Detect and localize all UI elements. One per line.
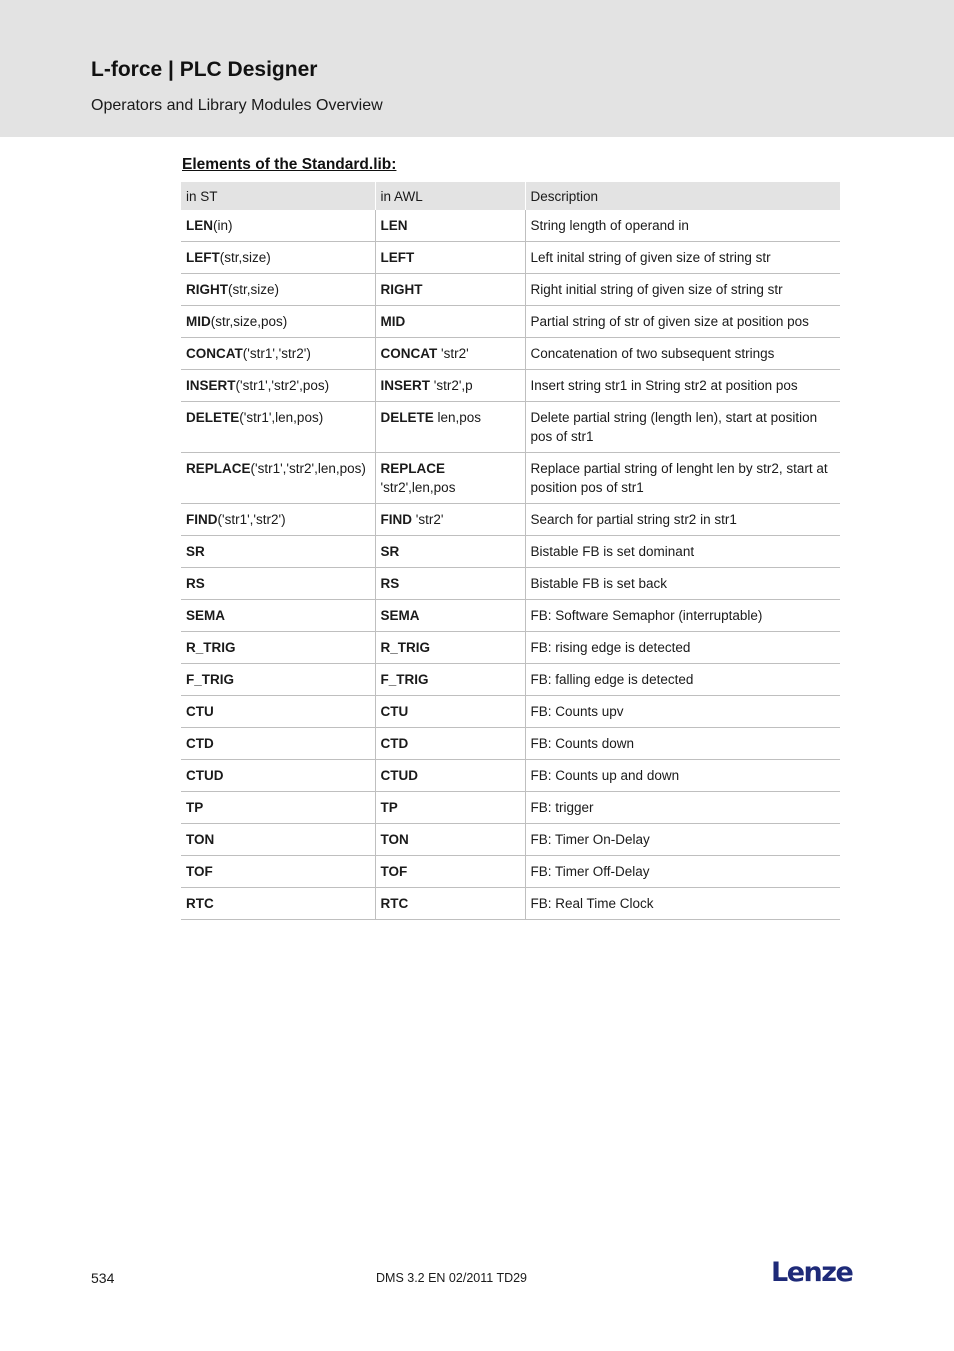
st-arguments: (str,size) — [228, 282, 280, 297]
awl-keyword: F_TRIG — [380, 672, 429, 687]
awl-keyword: RTC — [380, 896, 409, 911]
st-keyword: TP — [186, 800, 204, 815]
awl-keyword: CONCAT — [380, 346, 438, 361]
awl-arguments: 'str2',p — [430, 378, 473, 393]
cell-description: Insert string str1 in String str2 at position pos — [525, 370, 840, 402]
st-keyword: CONCAT — [186, 346, 243, 361]
cell-description: FB: Counts down — [525, 728, 840, 760]
st-arguments: ('str1','str2',len,pos) — [250, 461, 366, 476]
table-row — [181, 760, 840, 792]
st-keyword: R_TRIG — [186, 640, 236, 655]
cell-in-awl — [375, 696, 525, 728]
table-header-row — [181, 182, 840, 210]
cell-in-st — [181, 568, 375, 600]
table-row — [181, 696, 840, 728]
cell-in-awl — [375, 453, 525, 504]
cell-description: Replace partial string of lenght len by str2, start at position pos of str1 — [525, 453, 840, 504]
awl-keyword: RIGHT — [380, 282, 423, 297]
cell-in-st — [181, 402, 375, 453]
st-keyword: REPLACE — [186, 461, 251, 476]
awl-arguments: 'str2' — [437, 346, 469, 361]
cell-description: FB: trigger — [525, 792, 840, 824]
cell-description: FB: Counts upv — [525, 696, 840, 728]
cell-in-awl — [375, 306, 525, 338]
cell-in-st — [181, 760, 375, 792]
awl-keyword: CTUD — [380, 768, 418, 783]
awl-arguments: 'str2',len,pos — [380, 480, 456, 495]
cell-description: Left inital string of given size of string str — [525, 242, 840, 274]
st-arguments: (str,size) — [219, 250, 271, 265]
table-row — [181, 242, 840, 274]
cell-in-st — [181, 306, 375, 338]
st-keyword: TON — [186, 832, 215, 847]
cell-description: FB: Timer Off-Delay — [525, 856, 840, 888]
cell-in-awl — [375, 728, 525, 760]
cell-in-awl — [375, 856, 525, 888]
cell-in-st — [181, 274, 375, 306]
table-row — [181, 274, 840, 306]
cell-description: FB: Timer On-Delay — [525, 824, 840, 856]
st-keyword: SR — [186, 544, 205, 559]
document-title: L-force | PLC Designer — [91, 58, 318, 81]
st-arguments: ('str1','str2') — [242, 346, 311, 361]
st-keyword: MID — [186, 314, 211, 329]
awl-keyword: TON — [380, 832, 409, 847]
document-reference: DMS 3.2 EN 02/2011 TD29 — [376, 1271, 528, 1285]
cell-description: Partial string of str of given size at position pos — [525, 306, 840, 338]
cell-in-st — [181, 210, 375, 242]
awl-keyword: LEFT — [380, 250, 415, 265]
column-header-in-awl: in AWL — [375, 182, 525, 210]
column-header-in-st: in ST — [181, 182, 375, 210]
table-row — [181, 306, 840, 338]
awl-keyword: MID — [380, 314, 406, 329]
table-row — [181, 453, 840, 504]
cell-description: FB: falling edge is detected — [525, 664, 840, 696]
cell-in-st — [181, 504, 375, 536]
awl-keyword: FIND — [380, 512, 412, 527]
awl-keyword: SR — [380, 544, 400, 559]
awl-keyword: TP — [380, 800, 398, 815]
cell-in-st — [181, 696, 375, 728]
cell-in-st — [181, 632, 375, 664]
cell-in-st — [181, 824, 375, 856]
cell-in-awl — [375, 370, 525, 402]
st-keyword: DELETE — [186, 410, 240, 425]
table-row — [181, 792, 840, 824]
cell-in-awl — [375, 600, 525, 632]
st-keyword: RIGHT — [186, 282, 228, 297]
st-arguments: ('str1',len,pos) — [239, 410, 324, 425]
awl-arguments: len,pos — [433, 410, 482, 425]
cell-in-st — [181, 888, 375, 920]
cell-in-awl — [375, 338, 525, 370]
table-row — [181, 504, 840, 536]
st-keyword: LEN — [186, 218, 213, 233]
cell-description: FB: Software Semaphor (interruptable) — [525, 600, 840, 632]
st-keyword: LEFT — [186, 250, 220, 265]
cell-in-st — [181, 453, 375, 504]
table-row — [181, 664, 840, 696]
table-row — [181, 856, 840, 888]
awl-keyword: REPLACE — [380, 461, 446, 476]
cell-description: Right initial string of given size of string str — [525, 274, 840, 306]
table-row — [181, 338, 840, 370]
cell-in-awl — [375, 242, 525, 274]
cell-in-awl — [375, 792, 525, 824]
st-keyword: SEMA — [186, 608, 226, 623]
awl-keyword: DELETE — [380, 410, 434, 425]
table-row — [181, 568, 840, 600]
st-keyword: RTC — [186, 896, 214, 911]
table-row — [181, 824, 840, 856]
cell-in-st — [181, 664, 375, 696]
awl-keyword: TOF — [380, 864, 408, 879]
cell-in-st — [181, 370, 375, 402]
awl-arguments: 'str2' — [412, 512, 444, 527]
cell-in-awl — [375, 760, 525, 792]
cell-in-awl — [375, 210, 525, 242]
st-arguments: ('str1','str2',pos) — [235, 378, 330, 393]
table-row — [181, 370, 840, 402]
document-subtitle: Operators and Library Modules Overview — [91, 97, 383, 114]
cell-in-awl — [375, 664, 525, 696]
section-heading: Elements of the Standard.lib: — [182, 156, 397, 173]
cell-description: String length of operand in — [525, 210, 840, 242]
cell-description: Bistable FB is set back — [525, 568, 840, 600]
cell-description: Search for partial string str2 in str1 — [525, 504, 840, 536]
cell-in-st — [181, 338, 375, 370]
cell-in-st — [181, 728, 375, 760]
table-body — [181, 210, 840, 920]
cell-in-awl — [375, 402, 525, 453]
st-keyword: FIND — [186, 512, 218, 527]
cell-description: FB: Real Time Clock — [525, 888, 840, 920]
table-row — [181, 600, 840, 632]
table-row — [181, 728, 840, 760]
awl-keyword: RS — [380, 576, 400, 591]
cell-in-awl — [375, 824, 525, 856]
cell-in-st — [181, 600, 375, 632]
cell-in-awl — [375, 568, 525, 600]
table-row — [181, 888, 840, 920]
st-arguments: (str,size,pos) — [210, 314, 288, 329]
st-keyword: CTUD — [186, 768, 224, 783]
awl-keyword: LEN — [380, 218, 408, 233]
column-header-description: Description — [525, 182, 840, 210]
st-arguments: (in) — [213, 218, 233, 233]
cell-in-st — [181, 856, 375, 888]
awl-keyword: CTD — [380, 736, 409, 751]
st-keyword: CTU — [186, 704, 214, 719]
cell-in-st — [181, 242, 375, 274]
cell-description: FB: Counts up and down — [525, 760, 840, 792]
table-row — [181, 632, 840, 664]
page-number: 534 — [91, 1270, 115, 1286]
st-keyword: F_TRIG — [186, 672, 235, 687]
awl-keyword: R_TRIG — [380, 640, 431, 655]
cell-in-awl — [375, 888, 525, 920]
st-keyword: INSERT — [186, 378, 236, 393]
standard-lib-table — [181, 182, 840, 920]
cell-in-awl — [375, 504, 525, 536]
st-arguments: ('str1','str2') — [217, 512, 286, 527]
awl-keyword: SEMA — [380, 608, 420, 623]
cell-description: Delete partial string (length len), start at position pos of str1 — [525, 402, 840, 453]
st-keyword: CTD — [186, 736, 214, 751]
table-row — [181, 210, 840, 242]
awl-keyword: CTU — [380, 704, 409, 719]
st-keyword: RS — [186, 576, 205, 591]
table-row — [181, 402, 840, 453]
cell-description: FB: rising edge is detected — [525, 632, 840, 664]
header-band — [0, 0, 954, 137]
cell-in-st — [181, 536, 375, 568]
cell-in-st — [181, 792, 375, 824]
awl-keyword: INSERT — [380, 378, 431, 393]
cell-description: Bistable FB is set dominant — [525, 536, 840, 568]
cell-in-awl — [375, 632, 525, 664]
st-keyword: TOF — [186, 864, 213, 879]
cell-in-awl — [375, 274, 525, 306]
cell-in-awl — [375, 536, 525, 568]
lenze-logo: Lenze — [771, 1257, 853, 1288]
cell-description: Concatenation of two subsequent strings — [525, 338, 840, 370]
table-row — [181, 536, 840, 568]
